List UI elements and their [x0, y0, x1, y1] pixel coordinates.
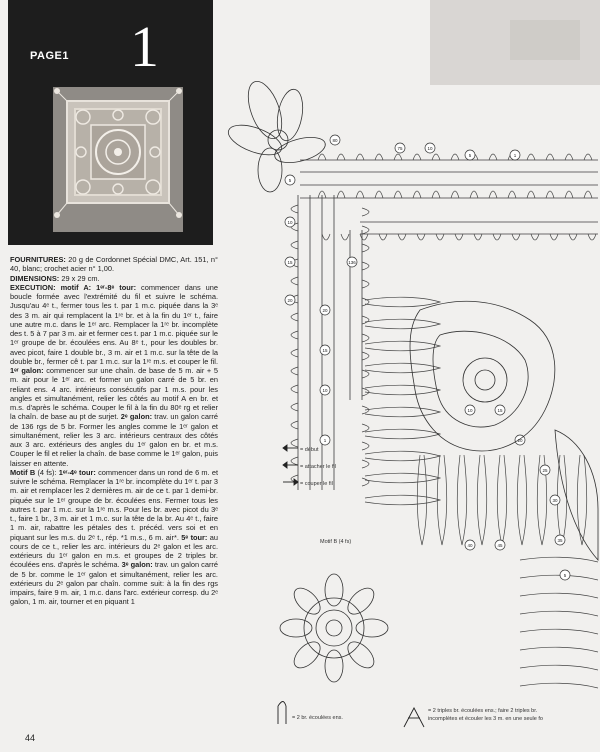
loop: [337, 154, 345, 160]
row-marker-number: 10: [467, 407, 473, 413]
row-marker: [330, 135, 340, 145]
petal-loop: [365, 451, 440, 461]
loop: [362, 262, 369, 270]
petal-loop: [577, 455, 587, 545]
row-marker: [285, 257, 295, 267]
loop: [362, 280, 369, 288]
row-marker-number: 20: [322, 307, 328, 313]
petal-loop: [365, 341, 440, 351]
tour5-label: 5ᵉ tour:: [181, 532, 208, 542]
row-marker: [550, 495, 560, 505]
row-marker-number: 15: [322, 347, 328, 353]
dimensions-value: 29 x 29 cm.: [59, 273, 100, 283]
petal-loop: [520, 572, 598, 580]
row-marker-number: 25: [542, 467, 548, 473]
row-marker: [395, 143, 405, 153]
petal-loop: [365, 495, 440, 505]
row-markers: [285, 135, 570, 580]
row-marker: [285, 295, 295, 305]
row-marker-number: 1: [323, 437, 327, 443]
loop: [584, 191, 592, 198]
loop: [337, 191, 345, 198]
row-marker-number: 5: [288, 177, 292, 183]
row-marker: [347, 257, 357, 267]
loop: [531, 234, 539, 240]
chapter-number: 1: [130, 14, 159, 79]
row-marker: [465, 540, 475, 550]
row-marker: [320, 385, 330, 395]
loop: [546, 154, 554, 160]
motif-b-petal: [343, 583, 378, 618]
loop: [527, 154, 535, 160]
loop: [362, 424, 369, 432]
loop: [291, 457, 298, 465]
row-marker-number: 10: [322, 387, 328, 393]
row-marker: [555, 535, 565, 545]
petal-loop: [365, 319, 440, 329]
row-marker: [510, 150, 520, 160]
motif-b-petal: [325, 574, 343, 606]
motifb-body: commencer dans un rond de 6 m. et suivre le schéma. Remplacer la 1ʳᵉ br. incomplète du 1ᵉʳ t. par 3 m. air et remplacer les 2 dernières m. air de ce t. par 1 demi-br. piquée sur le 1ᵉʳ groupe de br. écoulées ens. Fermer tous les autres t. par 1 m.c. sur la 1ʳᵉ m.s. Pour les br. avec picot du 3ᵉ t., faire 1 br., 3 m. air et 1 m.c. sur la tête de la br. Au 4ᵉ t., faire 1 m. air, rabattre les pétales des t. précéd. vers soi et en piquant sur les m.s. du 2ᵉ t., rép. *1 m.s., 6 m. air*.: [10, 467, 218, 542]
loop: [291, 349, 298, 357]
loop: [417, 234, 425, 240]
legend-symbols: [278, 445, 424, 727]
loop: [362, 226, 369, 234]
row-marker-number: 10: [427, 145, 433, 151]
loop: [413, 154, 421, 160]
galon-rails: [298, 160, 598, 490]
petal-loop: [517, 455, 527, 545]
loop: [291, 313, 298, 321]
legend-couper: = couper le fil: [300, 481, 333, 487]
petal-loop: [520, 557, 598, 562]
petal-loop: [520, 629, 598, 634]
legend-debut: = début: [300, 447, 319, 453]
row-marker-number: 136: [348, 259, 356, 265]
petal-loop: [520, 593, 598, 598]
page-label: PAGE1: [30, 50, 69, 62]
loop: [432, 154, 440, 160]
loop: [394, 191, 402, 198]
row-marker-number: 20: [517, 437, 523, 443]
loop: [362, 370, 369, 378]
loop: [451, 191, 459, 198]
loop: [565, 154, 573, 160]
row-marker-number: 75: [397, 145, 403, 151]
loop: [291, 421, 298, 429]
petal-loop: [520, 683, 598, 688]
loop: [360, 234, 368, 240]
loop: [291, 403, 298, 411]
loop: [291, 385, 298, 393]
row-marker-number: 1: [513, 152, 517, 158]
row-marker-number: 80: [332, 137, 338, 143]
galon3-label: 3ᵉ galon:: [121, 560, 153, 570]
galon1-label: 1ᵉʳ galon:: [10, 366, 44, 375]
row-marker: [540, 465, 550, 475]
loop: [356, 191, 364, 198]
row-marker: [320, 305, 330, 315]
loop: [379, 234, 387, 240]
loop: [291, 367, 298, 375]
faded-corner-inner: [510, 20, 580, 60]
petal-loop: [365, 473, 440, 483]
loop: [362, 244, 369, 252]
loop: [569, 234, 577, 240]
loop: [394, 154, 402, 160]
row-marker: [285, 175, 295, 185]
galon2-label: 2ᵉ galon:: [120, 412, 153, 422]
petal-loop: [457, 455, 467, 545]
motifb-count: (4 fs):: [35, 467, 59, 477]
petal-loop: [520, 611, 598, 616]
legend-triples-2: incomplètes et écouler les 3 m. en une seule fo: [428, 716, 543, 722]
loop: [341, 234, 349, 240]
loop: [470, 191, 478, 198]
loop: [550, 234, 558, 240]
galon2-body: trav. un galon carré de 136 rgs de 5 br. Former les angles comme le 1ᵉʳ galon et simultanément, relier les 3 arc. intérieurs centraux des côtés aux 3 arc. extérieurs des angles du 1ᵉʳ galon en br. et m.s. Couper le fil et relier la chaîn. de base comme le 1ᵉʳ galon, puis laisser en attente.: [10, 412, 218, 468]
loop: [432, 191, 440, 198]
galon1-body: commencer sur une chaîn. de base de 5 m. air + 5 m. air pour le 1ᵉʳ arc. et former un galon carré de 5 br. en reliant ens. 4 arc. intérieurs consécutifs par 1 m.s. pour les angles et simultanément, relier les côtés au motif A en br. et m.s. d'après le schéma. Couper le fil à la fin du 80ᵉ rg et relier la chaîn. de base au pt de surjet.: [10, 366, 218, 422]
petal-loop: [497, 455, 507, 545]
petal-loop: [437, 455, 447, 545]
legend-2br: = 2 br. écoulées ens.: [292, 715, 343, 721]
petal-loop: [365, 385, 440, 395]
loop: [362, 334, 369, 342]
row-marker-number: 45: [497, 542, 503, 548]
petal-loop: [365, 429, 440, 439]
row-marker: [320, 435, 330, 445]
motif-b-petal: [356, 619, 388, 637]
loop: [489, 154, 497, 160]
legend-triples-1: = 2 triples br. écoulées ens.; faire 2 triples br.: [428, 708, 538, 714]
row-marker-number: 30: [552, 497, 558, 503]
page-number: 44: [25, 733, 36, 743]
loop: [489, 191, 497, 198]
motif-b-petal: [280, 619, 312, 637]
loop: [508, 191, 516, 198]
loop: [318, 154, 326, 160]
loop: [375, 191, 383, 198]
row-marker: [495, 405, 505, 415]
row-marker-number: 5: [563, 572, 567, 578]
loop: [362, 460, 369, 468]
loop: [588, 234, 596, 240]
row-marker: [320, 345, 330, 355]
loop: [362, 478, 369, 486]
galon3-body: trav. un galon carré de 5 br. comme le 1ᵉʳ galon et simultanément, relier les arc. extérieurs du 2ᵉ galon par chaîn. comme suit: à la fin des rgs impairs, faire 9 m. air, 1 m.c. dans l'arc. extérieur corresp. du 2ᵉ galon, 1 m. air, tourner et en piquant 1: [10, 560, 218, 607]
row-marker-number: 40: [467, 542, 473, 548]
loop: [322, 234, 330, 240]
loop: [362, 316, 369, 324]
loop: [493, 234, 501, 240]
petal-loop: [520, 647, 598, 652]
row-marker-number: 15: [287, 259, 293, 265]
fournitures-value: 20 g de Cordonnet Spécial DMC, Art. 151, n° 40, blanc; crochet acier n° 1,00.: [10, 255, 218, 274]
row-marker: [560, 570, 570, 580]
legend-attacher: = attacher le fil: [300, 464, 336, 470]
row-marker-number: 5: [468, 152, 472, 158]
petal-loop: [365, 297, 440, 307]
loop: [565, 191, 573, 198]
loop: [398, 234, 406, 240]
row-marker: [425, 143, 435, 153]
loop: [451, 154, 459, 160]
motif-b-petal: [289, 637, 324, 672]
row-marker: [285, 217, 295, 227]
loop: [291, 439, 298, 447]
petal-loop: [365, 407, 440, 417]
corner-flower: [225, 77, 328, 192]
petal-loop: [365, 363, 440, 373]
loop: [291, 331, 298, 339]
motif-b-label: Motif B (4 fs): [320, 539, 352, 545]
motif-b-petal: [343, 637, 378, 672]
loop: [436, 234, 444, 240]
execution-body: commencer dans une boucle formée avec l'extrémité du fil et suivre le schéma. Jusqu'au 4ᵉ t., fermer tous les t. par 1 m.c. piquée dans la 3ᵉ des 3 m. air qui remplacent la 1ʳᵉ br. et à la fin du 1ᵉʳ t., faire une autre m.c. dans le 1ᵉʳ arc. Remplacer la 1ʳᵉ br. incomplète des t. 5 à 7 par 3 m. air et fermer ces t. par 1 m.c. piquée sur le 1ᵉʳ groupe de br. écoulées ens. Au 8ᵉ t., pour les doubles br. avec picot, faire 1 double br., 3 m. air et 1 m.c. sur la tête de la double br., fermer cê t. par 1 m.c. sur la 1ʳᵉ m.s. et couper le fil.: [10, 282, 218, 366]
execution-label: EXECUTION: motif A: 1ᵉʳ-8ᵉ tour:: [10, 282, 137, 292]
fournitures-label: FOURNITURES:: [10, 255, 66, 264]
petal-loop: [520, 665, 598, 670]
row-marker-number: 20: [287, 297, 293, 303]
loop: [362, 442, 369, 450]
petal-loop: [417, 455, 427, 545]
loop: [527, 191, 535, 198]
loop: [362, 352, 369, 360]
loop: [291, 241, 298, 249]
row-marker: [495, 540, 505, 550]
tour5-body: au cours de ce t., relier les arc. intérieurs du 2ᵉ galon et les arc. extérieurs du 1ᵉʳ galon en m.s. et groupes de 2 triples br. écoulées ens. d'après le schéma.: [10, 532, 219, 570]
loop: [291, 205, 298, 213]
petal-loop: [477, 455, 487, 545]
loop: [356, 154, 364, 160]
loop: [291, 277, 298, 285]
row-marker-number: 10: [287, 219, 293, 225]
loop: [474, 234, 482, 240]
loop: [455, 234, 463, 240]
motifb-label: Motif B: [10, 467, 36, 477]
dimensions-label: DIMENSIONS:: [10, 273, 60, 283]
motif-b-petal: [289, 583, 324, 618]
loop: [584, 154, 592, 160]
motif-b-petal: [325, 650, 343, 682]
loop: [413, 191, 421, 198]
row-marker-number: 35: [557, 537, 563, 543]
motif-b-flower: [280, 574, 388, 682]
loop: [375, 154, 383, 160]
loop: [512, 234, 520, 240]
row-marker-number: 15: [497, 407, 503, 413]
row-marker: [465, 405, 475, 415]
motifb-tours: 1ᵉʳ-4ᵉ tour:: [58, 467, 96, 477]
loop: [546, 191, 554, 198]
loop: [362, 208, 369, 216]
row-marker: [465, 150, 475, 160]
